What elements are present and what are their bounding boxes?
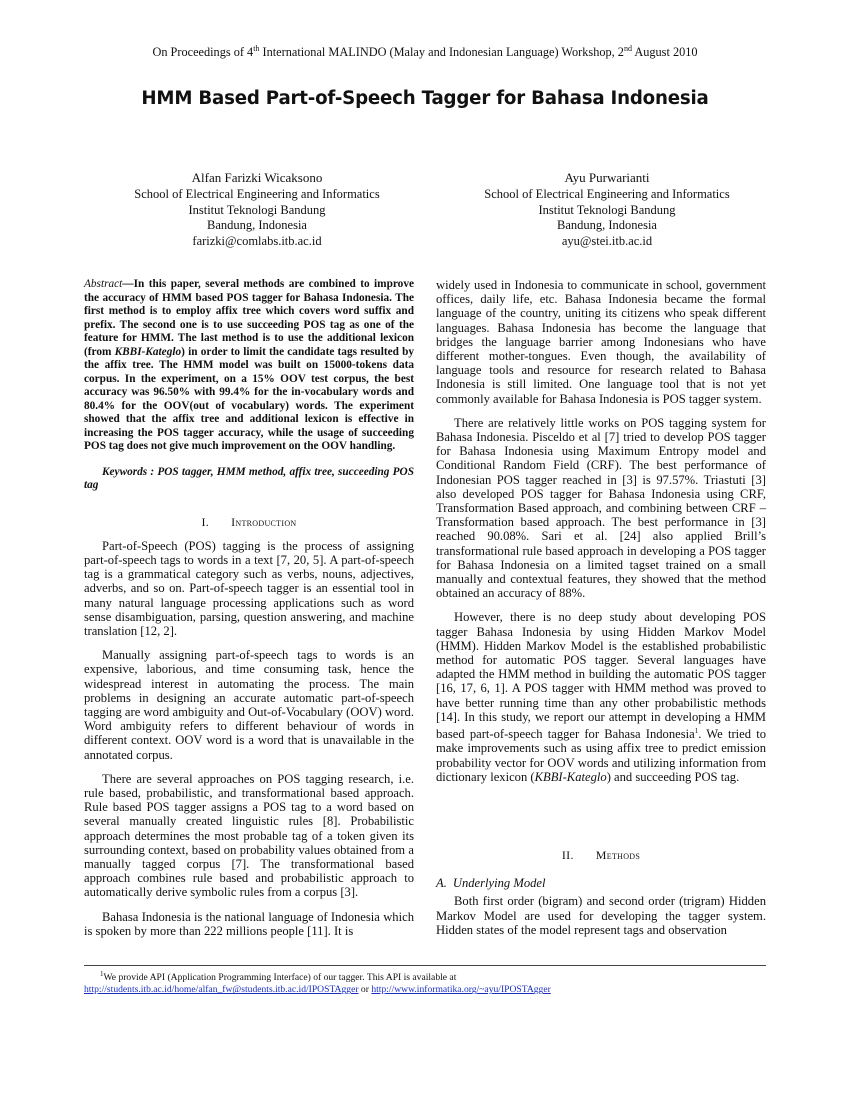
author-name: Ayu Purwarianti: [564, 170, 650, 185]
footnote-link-1[interactable]: http://students.itb.ac.id/home/alfan_fw@students.itb.ac.id/IPOSTAgger: [84, 984, 359, 996]
keywords: Keywords : POS tagger, HMM method, affix tree, succeeding POS tag: [84, 465, 414, 491]
footnote-link-2[interactable]: http://www.informatika.org/~ayu/IPOSTAgger: [371, 984, 551, 996]
section-heading-methods: II. Methods: [561, 848, 641, 862]
paragraph: Manually assigning part-of-speech tags to words is an expensive, laborious, and time consuming task, hence the widespread interest in automating the process. The main problems in designing an accurate automatic part-of-speech tagging are word ambiguity and Out-of-Vocabulary (OOV) word. Word ambiguity refers to different behaviour of words in different context. OOV word is a word that is unavailable in the annotated corpus.: [84, 648, 414, 762]
author-department: School of Electrical Engineering and Informatics: [134, 187, 380, 202]
paragraph: There are relatively little works on POS tagging system for Bahasa Indonesia. Pisceldo et al [7] tried to develop POS tagger for Bahasa Indonesia using Maximum Entropy model and Conditional Random Field (CRF). The best performance of Indonesian POS tagger reached in [3] is 97.57%. Triastuti [3] also developed POS tagger for Bahasa Indonesia using CRF, Transformation Based approach, and combining between CRF – Transformation based approach. The best performance in [3] reached 90.08%. Sari et al. [24] also applied Brill’s transformational rule based approach in developing a POS tagger for Bahasa Indonesia on a limited tagset trained on a small manually and contextual features, they showed that the method obtained an accuracy of 88%.: [436, 415, 766, 601]
author-block-1: [97, 170, 417, 249]
footnote: $^1$We provide API (Application Programming Interface) of our tagger. This API is available at http://students.itb.ac.id/home/alfan_fw@students.itb.ac.id/IPOSTAgger or http://www.informatika.org/~ayu/IPOSTAgger: [84, 970, 551, 996]
footnote-marker: 1: [694, 727, 699, 736]
author-city: Bandung, Indonesia: [207, 218, 307, 233]
author-department: School of Electrical Engineering and Informatics: [484, 187, 730, 202]
right-column: [436, 278, 766, 794]
paper-title: HMM Based Part-of-Speech Tagger for Bahasa Indonesia: [141, 88, 709, 109]
author-block-2: [447, 170, 767, 249]
conference-header: On Proceedings of 4th International MALINDO (Malay and Indonesian Language) Workshop, 2nd August 2010: [152, 43, 698, 59]
paragraph: Both first order (bigram) and second order (trigram) Hidden Markov Model are used for developing the tagger system. Hidden states of the model represent tags and observation: [436, 894, 766, 937]
author-name: Alfan Farizki Wicaksono: [191, 170, 323, 185]
section-heading-introduction: I. Introduction: [201, 514, 297, 529]
paragraph: Bahasa Indonesia is the national language of Indonesia which is spoken by more than 222 millions people [11]. It is: [84, 909, 414, 938]
paragraph: There are several approaches on POS tagging research, i.e. rule based, probabilistic, and transformational based approach. Rule based POS tagger assigns a POS tag to a word based on several manually created linguistic rules [8]. Probabilistic approach determines the most probable tag of a token given its surrounding context, based on probability values obtained from a manually tagged corpus [7]. The transformational based approach combines rule based and probabilistic approach to automatically derive symbolic rules from a corpus [3].: [84, 771, 414, 900]
author-institution: Institut Teknologi Bandung: [538, 202, 676, 217]
subsection-heading: A. Underlying Model: [436, 876, 546, 891]
abstract: Abstract—In this paper, several methods are combined to improve the accuracy of HMM based POS tagger for Bahasa Indonesia. The first method is to employ affix tree which covers word suffix and prefix. The second one is to use succeeding POS tag as one of the feature for HMM. The last method is to use the additional lexicon (from KBBI-Kateglo) in order to limit the candidate tags resulted by the affix tree. The HMM model was built on 15000-tokens data corpus. In the experiment, on a 15% OOV test corpus, the best accuracy was 96.50% with 99.4% for the in-vocabulary words and 80.4% for the OOV(out of vocabulary) words. The experiment showed that the affix tree and additional lexicon is effective in increasing the POS tagger accuracy, while the usage of succeeding POS tag does not give much improvement on the OOV handling.: [84, 278, 415, 452]
paragraph: However, there is no deep study about developing POS tagger Bahasa Indonesia by using Hidden Markov Model (HMM). Hidden Markov Model is the established probabilistic method for automatic POS tagger. Several languages have adapted the HMM method in building the automatic POS tagger [16, 17, 6, 1]. A POS tagger with HMM method was proved to have better running time than any other probabilistic methods [14]. In this study, we report our attempt in developing a HMM based part-of-speech tagger for Bahasa Indonesia$^1$. We tried to make improvements such as using affix tree to predict emission probability vector for OOV words and utilizing information from dictionary lexicon (KBBI-Kateglo) and succeeding POS tag.: [436, 610, 766, 784]
author-institution: Institut Teknologi Bandung: [188, 202, 326, 217]
paragraph: Part-of-Speech (POS) tagging is the process of assigning part-of-speech tags to words in a text [7, 20, 5]. A part-of-speech tag is a grammatical category such as verbs, nouns, adjectives, adverbs, and so on. Part-of-speech tagger is an essential tool in many natural language processing applications such as word sense disambiguation, parsing, question answering, and machine translation [12, 2].: [84, 538, 414, 638]
author-city: Bandung, Indonesia: [557, 218, 657, 233]
abstract-label: Abstract: [84, 278, 123, 290]
left-column: [84, 278, 414, 948]
lexicon-name: KBBI-Kateglo: [534, 769, 607, 784]
paragraph: widely used in Indonesia to communicate in school, government offices, daily life, etc. Bahasa Indonesia became the formal language of the country, uniting its citizens who speak different languages. Bahasa Indonesia has become the language that bridges the language barrier among Indonesians who have different mother-tongues. Even though, the availability of language tools and resource for research related to Bahasa Indonesia is still limited. One language tool that is not yet commonly available for Bahasa Indonesia is POS tagger system.: [436, 278, 766, 406]
footnote-rule: [84, 965, 766, 966]
author-email: farizki@comlabs.itb.ac.id: [192, 233, 322, 248]
author-email: ayu@stei.itb.ac.id: [561, 233, 653, 248]
methods-section: [436, 848, 766, 947]
lexicon-name: KBBI-Kateglo: [114, 345, 182, 358]
